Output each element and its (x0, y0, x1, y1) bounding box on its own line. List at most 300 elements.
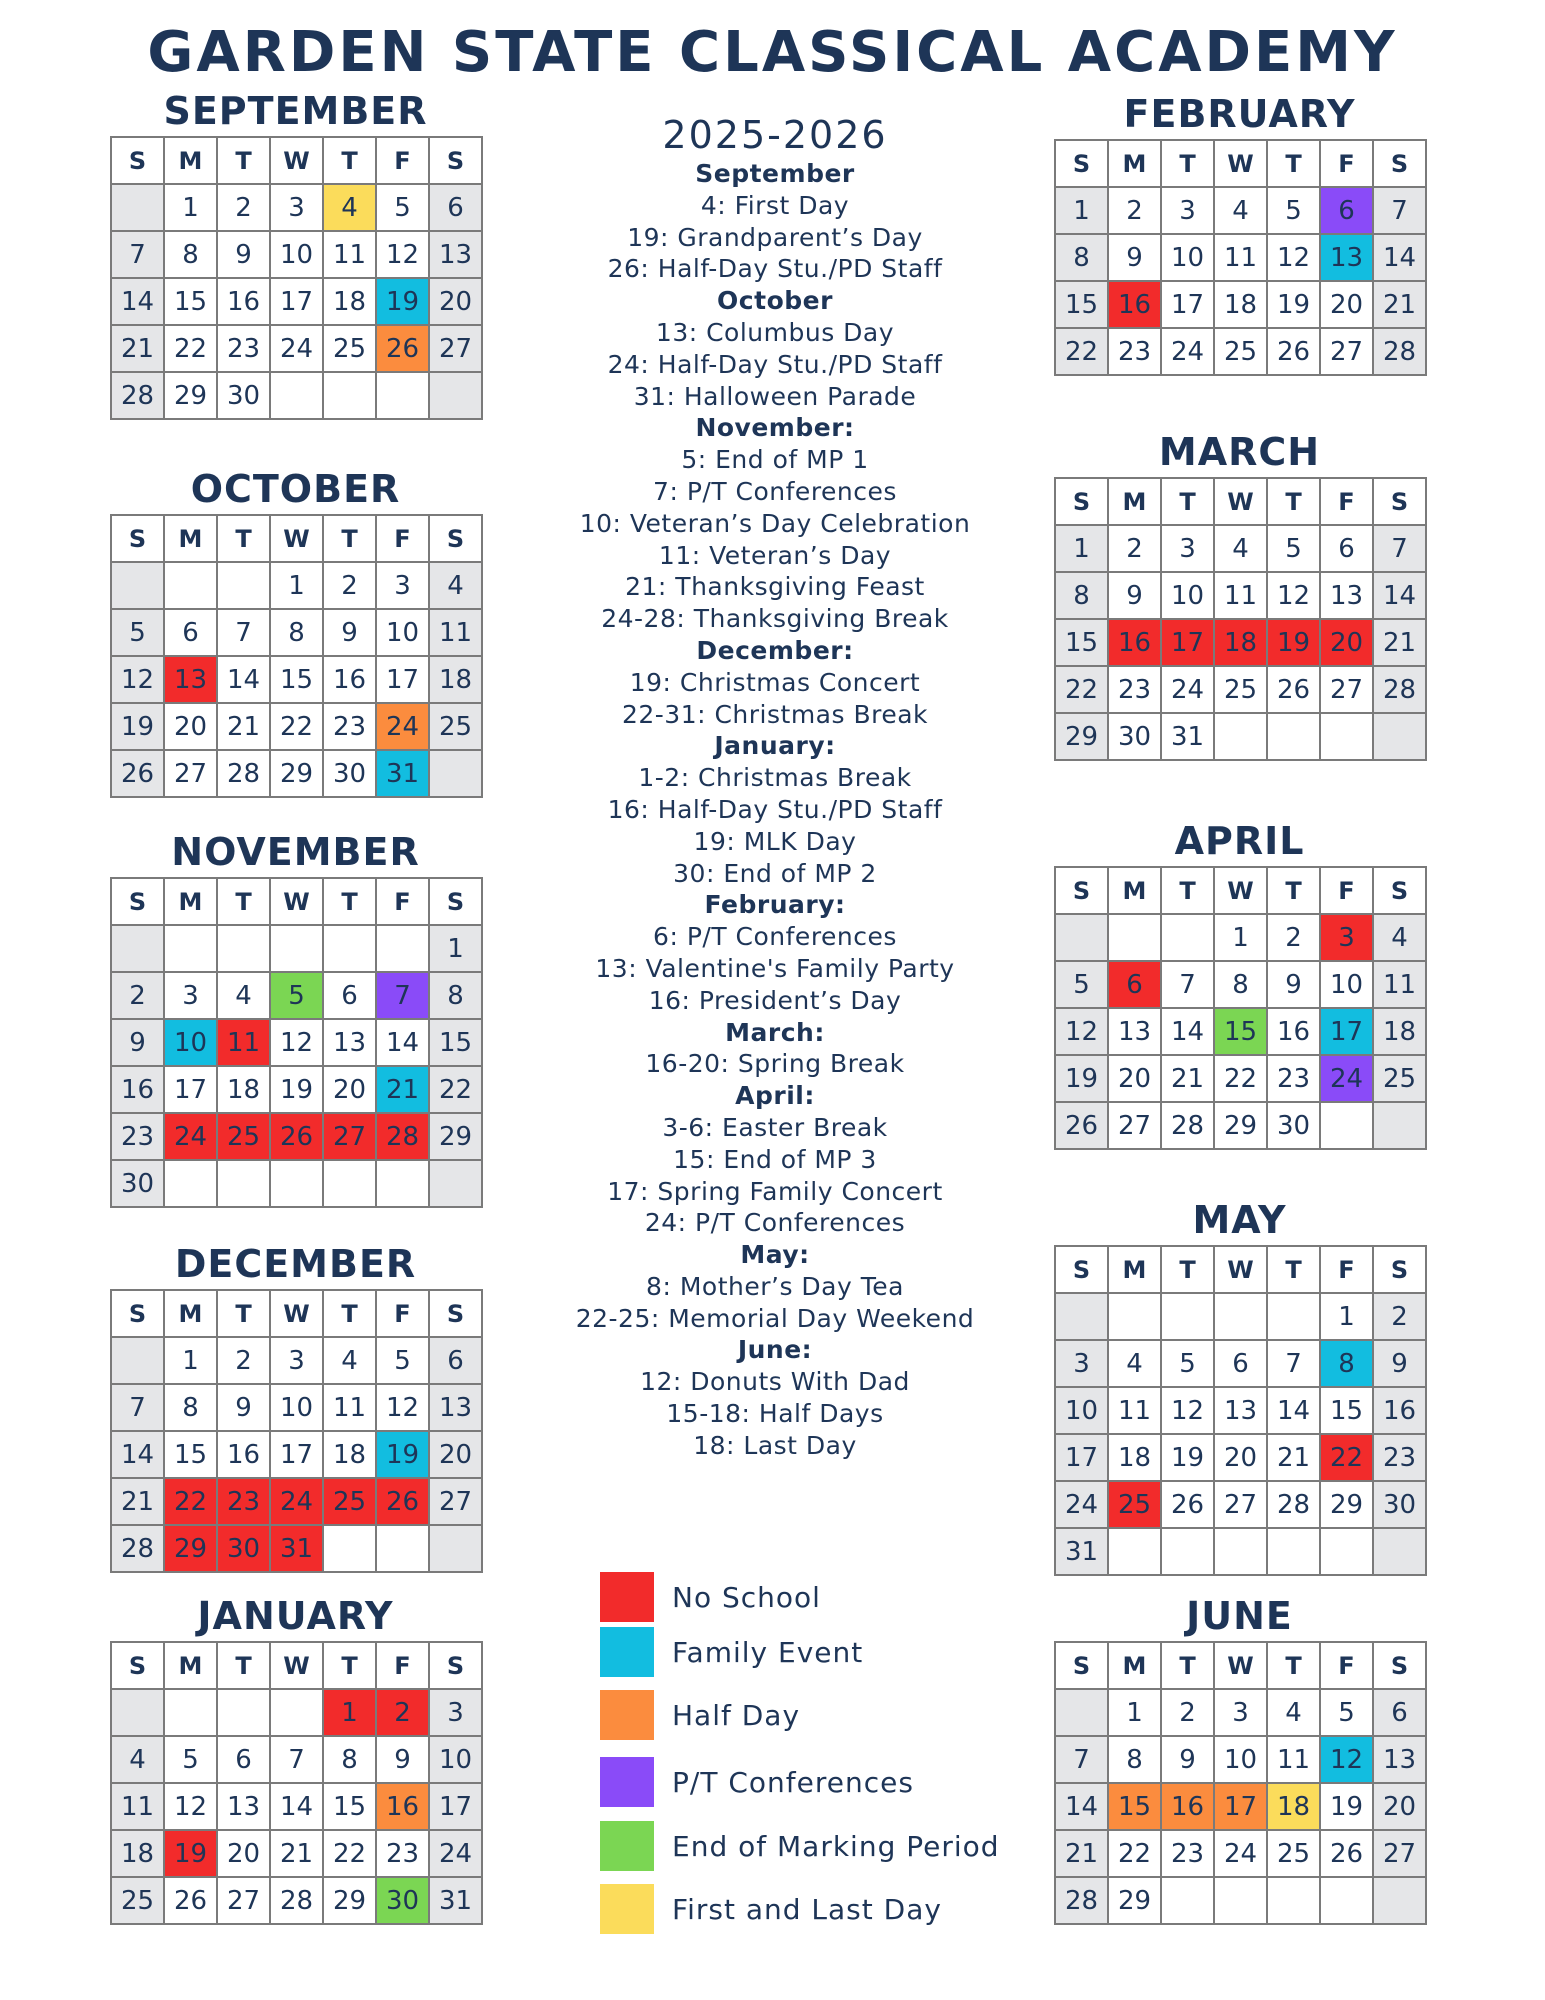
weekday-label: T (1268, 141, 1321, 188)
day-cell: 11 (1109, 1388, 1162, 1435)
day-cell: 3 (1215, 1690, 1268, 1737)
weekday-header-row (1056, 141, 1427, 188)
weekday-label: S (1056, 141, 1109, 188)
day-cell: 20 (1321, 282, 1374, 329)
day-cell: 18 (112, 1831, 165, 1878)
day-cell: 4 (1215, 188, 1268, 235)
weekday-label: F (377, 1643, 430, 1690)
event-item: 6: P/T Conferences (653, 922, 897, 952)
event-month-heading: April: (735, 1081, 815, 1111)
day-cell: 11 (1215, 235, 1268, 282)
weekday-label: T (324, 138, 377, 185)
weekday-label: S (1374, 479, 1427, 526)
day-cell: 27 (430, 1479, 483, 1526)
day-cell: 20 (218, 1831, 271, 1878)
legend-label: Family Event (672, 1635, 864, 1669)
weekday-label: T (324, 879, 377, 926)
week-row (112, 1784, 483, 1831)
day-cell-half-day: 26 (377, 326, 430, 373)
day-cell: 19 (1162, 1435, 1215, 1482)
weekday-label: T (1162, 1247, 1215, 1294)
weekday-label: S (1374, 1643, 1427, 1690)
day-cell: 4 (1109, 1341, 1162, 1388)
empty-day-cell (1109, 1529, 1162, 1576)
day-cell: 13 (1109, 1009, 1162, 1056)
day-cell: 10 (430, 1737, 483, 1784)
day-cell: 29 (1056, 714, 1109, 761)
day-cell: 31 (1162, 714, 1215, 761)
day-cell: 25 (1374, 1056, 1427, 1103)
day-cell: 11 (324, 1385, 377, 1432)
day-cell: 19 (1056, 1056, 1109, 1103)
day-cell: 16 (112, 1067, 165, 1114)
week-row (1056, 1831, 1427, 1878)
day-cell: 30 (1268, 1103, 1321, 1150)
legend-swatch (600, 1572, 654, 1622)
day-cell: 25 (1268, 1831, 1321, 1878)
day-cell: 25 (112, 1878, 165, 1925)
weekday-label: T (1268, 1247, 1321, 1294)
weekday-label: S (1056, 479, 1109, 526)
day-cell: 18 (430, 657, 483, 704)
day-cell: 21 (1374, 620, 1427, 667)
legend-item-family-event (600, 1627, 863, 1677)
weekday-label: M (1109, 1643, 1162, 1690)
day-cell: 21 (271, 1831, 324, 1878)
legend-label: End of Marking Period (672, 1829, 1000, 1863)
day-cell: 4 (1268, 1690, 1321, 1737)
event-lines (540, 158, 1010, 1462)
day-cell: 2 (324, 563, 377, 610)
day-cell: 3 (271, 185, 324, 232)
legend-label: First and Last Day (672, 1892, 942, 1926)
day-cell: 2 (1374, 1294, 1427, 1341)
day-cell-pt-conferences: 7 (377, 973, 430, 1020)
weekday-header-row (112, 879, 483, 926)
event-month-heading: May: (740, 1240, 810, 1270)
day-cell: 23 (1268, 1056, 1321, 1103)
day-cell: 20 (1374, 1784, 1427, 1831)
weekday-label: S (1374, 1247, 1427, 1294)
day-cell: 1 (1056, 188, 1109, 235)
day-cell: 30 (324, 751, 377, 798)
weekday-label: S (1056, 868, 1109, 915)
event-month-heading: February: (704, 890, 846, 920)
month-name: DECEMBER (174, 1242, 417, 1286)
event-item: 1-2: Christmas Break (638, 763, 912, 793)
day-cell: 3 (430, 1690, 483, 1737)
day-cell: 10 (271, 232, 324, 279)
day-cell: 28 (1268, 1482, 1321, 1529)
event-item: 5: End of MP 1 (681, 445, 869, 475)
day-cell: 21 (1268, 1435, 1321, 1482)
day-cell: 13 (1215, 1388, 1268, 1435)
empty-day-cell (377, 373, 430, 420)
day-cell-no-school: 27 (324, 1114, 377, 1161)
empty-day-cell (1109, 915, 1162, 962)
empty-day-cell (1321, 1529, 1374, 1576)
empty-day-cell (1056, 1690, 1109, 1737)
day-cell: 23 (1109, 667, 1162, 714)
day-cell: 7 (218, 610, 271, 657)
day-cell: 13 (218, 1784, 271, 1831)
empty-day-cell (112, 1338, 165, 1385)
day-cell: 12 (165, 1784, 218, 1831)
event-item: 13: Columbus Day (655, 317, 895, 347)
event-month-heading: June: (737, 1335, 813, 1365)
empty-day-cell (324, 1526, 377, 1573)
empty-day-cell (324, 373, 377, 420)
week-row (112, 1526, 483, 1573)
weekday-label: M (165, 879, 218, 926)
day-cell: 9 (218, 232, 271, 279)
day-cell: 15 (1056, 620, 1109, 667)
event-item: 13: Valentine's Family Party (595, 953, 955, 983)
day-cell: 12 (112, 657, 165, 704)
day-cell: 28 (218, 751, 271, 798)
day-cell-no-school: 1 (324, 1690, 377, 1737)
empty-day-cell (165, 926, 218, 973)
day-cell: 10 (1215, 1737, 1268, 1784)
empty-day-cell (377, 1161, 430, 1208)
day-cell: 26 (112, 751, 165, 798)
day-cell: 9 (1162, 1737, 1215, 1784)
week-row (112, 1432, 483, 1479)
day-cell: 10 (1056, 1388, 1109, 1435)
day-cell-family-event: 13 (1321, 235, 1374, 282)
day-cell: 24 (271, 326, 324, 373)
day-cell: 11 (1268, 1737, 1321, 1784)
event-item: 22-31: Christmas Break (621, 699, 929, 729)
day-cell: 14 (1374, 573, 1427, 620)
week-row (1056, 915, 1427, 962)
day-cell: 24 (1056, 1482, 1109, 1529)
month-grid (1054, 1245, 1427, 1576)
event-item: 22-25: Memorial Day Weekend (575, 1303, 975, 1333)
week-row (1056, 1388, 1427, 1435)
weekday-label: F (1321, 868, 1374, 915)
week-row (1056, 235, 1427, 282)
day-cell: 12 (1162, 1388, 1215, 1435)
event-item: 7: P/T Conferences (653, 476, 897, 506)
week-row (1056, 188, 1427, 235)
event-item: 30: End of MP 2 (673, 858, 877, 888)
day-cell: 31 (430, 1878, 483, 1925)
day-cell: 1 (1109, 1690, 1162, 1737)
day-cell: 1 (1215, 915, 1268, 962)
empty-day-cell (271, 373, 324, 420)
weekday-label: T (1268, 868, 1321, 915)
empty-day-cell (1109, 1294, 1162, 1341)
day-cell: 9 (112, 1020, 165, 1067)
day-cell: 22 (1056, 667, 1109, 714)
day-cell: 26 (1162, 1482, 1215, 1529)
legend-swatch (600, 1884, 654, 1934)
day-cell: 22 (324, 1831, 377, 1878)
weekday-label: T (1268, 1643, 1321, 1690)
day-cell: 15 (430, 1020, 483, 1067)
empty-day-cell (324, 926, 377, 973)
day-cell: 25 (1215, 667, 1268, 714)
day-cell: 22 (430, 1067, 483, 1114)
day-cell: 31 (1056, 1529, 1109, 1576)
weekday-label: S (1056, 1643, 1109, 1690)
day-cell-no-school: 24 (165, 1114, 218, 1161)
day-cell: 14 (1268, 1388, 1321, 1435)
day-cell: 9 (1109, 573, 1162, 620)
weekday-label: T (1268, 479, 1321, 526)
empty-day-cell (1215, 1529, 1268, 1576)
day-cell: 28 (112, 1526, 165, 1573)
week-row (112, 926, 483, 973)
empty-day-cell (218, 563, 271, 610)
day-cell: 17 (1056, 1435, 1109, 1482)
week-row (1056, 1878, 1427, 1925)
week-row (112, 1338, 483, 1385)
day-cell: 28 (271, 1878, 324, 1925)
week-row (1056, 1294, 1427, 1341)
legend-label: No School (672, 1580, 821, 1614)
day-cell-no-school: 3 (1321, 915, 1374, 962)
weekday-header-row (112, 138, 483, 185)
day-cell: 2 (1268, 915, 1321, 962)
day-cell: 8 (1215, 962, 1268, 1009)
event-item: 15: End of MP 3 (673, 1144, 877, 1174)
month-grid (1054, 139, 1427, 376)
weekday-label: M (165, 1643, 218, 1690)
day-cell: 11 (430, 610, 483, 657)
week-row (112, 185, 483, 232)
weekday-label: S (430, 1643, 483, 1690)
day-cell: 10 (1321, 962, 1374, 1009)
weekday-label: S (112, 1643, 165, 1690)
day-cell: 5 (377, 1338, 430, 1385)
month-name: MAY (1192, 1198, 1287, 1242)
day-cell: 6 (165, 610, 218, 657)
day-cell: 7 (1374, 526, 1427, 573)
day-cell: 23 (218, 326, 271, 373)
day-cell: 27 (1321, 329, 1374, 376)
event-item: 10: Veteran’s Day Celebration (579, 508, 971, 538)
empty-day-cell (165, 1690, 218, 1737)
day-cell-pt-conferences: 6 (1321, 188, 1374, 235)
day-cell: 4 (112, 1737, 165, 1784)
day-cell: 20 (430, 1432, 483, 1479)
day-cell: 12 (377, 232, 430, 279)
month-grid (110, 1289, 483, 1573)
event-item: 24: P/T Conferences (644, 1208, 906, 1238)
day-cell: 24 (430, 1831, 483, 1878)
event-item: 19: Grandparent’s Day (627, 222, 923, 252)
day-cell: 18 (1109, 1435, 1162, 1482)
empty-day-cell (1268, 1294, 1321, 1341)
day-cell-family-event: 17 (1321, 1009, 1374, 1056)
day-cell: 29 (324, 1878, 377, 1925)
day-cell-no-school: 22 (1321, 1435, 1374, 1482)
week-row (112, 1114, 483, 1161)
weekday-label: T (1162, 1643, 1215, 1690)
day-cell-no-school: 25 (324, 1479, 377, 1526)
weekday-label: T (218, 1291, 271, 1338)
weekday-label: F (377, 138, 430, 185)
day-cell-end-marking-period: 15 (1215, 1009, 1268, 1056)
day-cell-no-school: 30 (218, 1526, 271, 1573)
weekday-label: S (430, 138, 483, 185)
day-cell: 20 (324, 1067, 377, 1114)
event-month-heading: November: (695, 413, 855, 443)
weekday-label: W (1215, 141, 1268, 188)
day-cell: 11 (1374, 962, 1427, 1009)
day-cell-family-event: 12 (1321, 1737, 1374, 1784)
empty-day-cell (218, 1161, 271, 1208)
week-row (1056, 1690, 1427, 1737)
day-cell: 29 (1109, 1878, 1162, 1925)
event-item: 8: Mother’s Day Tea (646, 1271, 904, 1301)
day-cell: 14 (1056, 1784, 1109, 1831)
weekday-label: T (218, 138, 271, 185)
empty-day-cell (165, 563, 218, 610)
day-cell: 29 (1215, 1103, 1268, 1150)
day-cell: 7 (1374, 188, 1427, 235)
day-cell: 26 (1321, 1831, 1374, 1878)
month-name: APRIL (1174, 819, 1305, 863)
day-cell: 4 (1374, 915, 1427, 962)
day-cell: 30 (1374, 1482, 1427, 1529)
legend-swatch (600, 1821, 654, 1871)
day-cell: 26 (1268, 667, 1321, 714)
day-cell: 30 (1109, 714, 1162, 761)
weekday-label: W (271, 516, 324, 563)
weekday-label: S (112, 1291, 165, 1338)
week-row (112, 973, 483, 1020)
day-cell-family-event: 10 (165, 1020, 218, 1067)
day-cell: 17 (271, 279, 324, 326)
week-row (112, 610, 483, 657)
day-cell-half-day: 16 (377, 1784, 430, 1831)
day-cell: 14 (271, 1784, 324, 1831)
day-cell-half-day: 15 (1109, 1784, 1162, 1831)
day-cell: 5 (1321, 1690, 1374, 1737)
day-cell: 23 (1109, 329, 1162, 376)
week-row (1056, 1435, 1427, 1482)
month-name: OCTOBER (190, 467, 401, 511)
legend-swatch (600, 1757, 654, 1807)
day-cell-no-school: 11 (218, 1020, 271, 1067)
day-cell: 14 (218, 657, 271, 704)
day-cell: 30 (112, 1161, 165, 1208)
day-cell: 15 (271, 657, 324, 704)
page-title: GARDEN STATE CLASSICAL ACADEMY (147, 20, 1398, 85)
weekday-header-row (112, 516, 483, 563)
day-cell: 16 (218, 1432, 271, 1479)
weekday-label: W (1215, 1247, 1268, 1294)
empty-day-cell (1268, 1529, 1321, 1576)
week-row (112, 326, 483, 373)
day-cell: 12 (1268, 235, 1321, 282)
day-cell: 7 (1162, 962, 1215, 1009)
weekday-header-row (1056, 868, 1427, 915)
day-cell: 21 (1056, 1831, 1109, 1878)
weekday-label: W (271, 138, 324, 185)
day-cell: 10 (271, 1385, 324, 1432)
day-cell: 26 (165, 1878, 218, 1925)
empty-day-cell (112, 926, 165, 973)
weekday-label: T (324, 1291, 377, 1338)
weekday-label: T (218, 879, 271, 926)
event-item: 21: Thanksgiving Feast (625, 572, 925, 602)
legend-swatch (600, 1690, 654, 1740)
day-cell-no-school: 29 (165, 1526, 218, 1573)
day-cell: 12 (271, 1020, 324, 1067)
day-cell: 4 (218, 973, 271, 1020)
day-cell: 11 (324, 232, 377, 279)
week-row (112, 1831, 483, 1878)
week-row (112, 1385, 483, 1432)
empty-day-cell (112, 1690, 165, 1737)
empty-day-cell (1374, 1878, 1427, 1925)
empty-day-cell (430, 373, 483, 420)
day-cell: 20 (430, 279, 483, 326)
weekday-label: M (1109, 141, 1162, 188)
day-cell-no-school: 24 (271, 1479, 324, 1526)
day-cell: 17 (377, 657, 430, 704)
week-row (1056, 962, 1427, 1009)
day-cell: 9 (377, 1737, 430, 1784)
legend-swatch (600, 1627, 654, 1677)
day-cell: 6 (1321, 526, 1374, 573)
day-cell: 11 (1215, 573, 1268, 620)
day-cell-no-school: 23 (218, 1479, 271, 1526)
day-cell-no-school: 18 (1215, 620, 1268, 667)
day-cell: 15 (1321, 1388, 1374, 1435)
empty-day-cell (1215, 1878, 1268, 1925)
day-cell-family-event: 19 (377, 1432, 430, 1479)
month-grid (110, 1641, 483, 1925)
day-cell: 7 (1268, 1341, 1321, 1388)
day-cell: 23 (324, 704, 377, 751)
week-row (1056, 329, 1427, 376)
event-month-heading: December: (696, 635, 854, 665)
day-cell-end-marking-period: 5 (271, 973, 324, 1020)
day-cell-no-school: 16 (1109, 282, 1162, 329)
day-cell: 16 (1268, 1009, 1321, 1056)
weekday-label: M (1109, 1247, 1162, 1294)
day-cell: 21 (112, 326, 165, 373)
day-cell: 9 (218, 1385, 271, 1432)
legend-item-first-last-day (600, 1884, 942, 1934)
week-row (1056, 1341, 1427, 1388)
legend-label: Half Day (672, 1698, 801, 1732)
legend-item-end-marking-period (600, 1821, 1000, 1871)
day-cell: 27 (218, 1878, 271, 1925)
weekday-header-row (112, 1643, 483, 1690)
empty-day-cell (1215, 1294, 1268, 1341)
day-cell: 21 (1374, 282, 1427, 329)
day-cell-pt-conferences: 24 (1321, 1056, 1374, 1103)
weekday-label: T (218, 1643, 271, 1690)
weekday-header-row (112, 1291, 483, 1338)
day-cell: 14 (1162, 1009, 1215, 1056)
empty-day-cell (1056, 915, 1109, 962)
empty-day-cell (1268, 1878, 1321, 1925)
day-cell: 13 (430, 232, 483, 279)
empty-day-cell (1162, 1529, 1215, 1576)
event-item: 15-18: Half Days (666, 1399, 884, 1429)
week-row (1056, 1056, 1427, 1103)
event-item: 16: President’s Day (648, 985, 902, 1015)
month-name: FEBRUARY (1123, 92, 1356, 136)
day-cell-no-school: 31 (271, 1526, 324, 1573)
